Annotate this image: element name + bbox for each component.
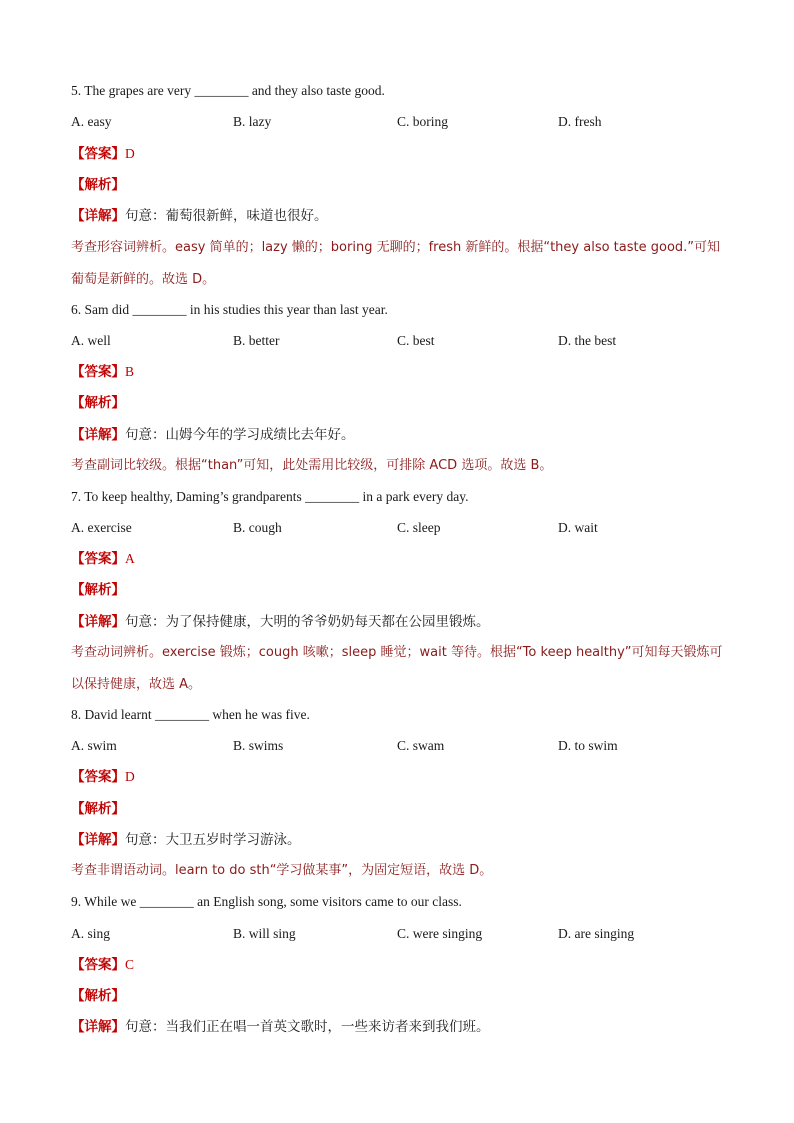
option-d: D. wait [558, 520, 598, 535]
option-a: A. well [71, 333, 111, 348]
option-d: D. the best [558, 333, 617, 348]
option-d: D. to swim [558, 738, 618, 753]
option-d: D. are singing [558, 926, 635, 941]
answer-value: D [125, 769, 135, 784]
option-c: C. best [397, 333, 435, 348]
detail-label: 【详解】 [71, 614, 125, 630]
question-7-stem: 7. To keep healthy, Daming’s grandparents ________ in a park every day. [71, 489, 469, 504]
analysis-label: 【解析】 [71, 395, 125, 411]
answer-label: 【答案】 [71, 957, 125, 973]
question-9-stem: 9. While we ________ an English song, some visitors came to our class. [71, 894, 462, 909]
question-7-options [71, 518, 711, 538]
option-c: C. boring [397, 114, 449, 129]
detail-label: 【详解】 [71, 1019, 125, 1035]
sentence-meaning: 句意：葡萄很新鲜，味道也很好。 [125, 208, 328, 224]
option-c: C. swam [397, 738, 445, 753]
question-8-stem: 8. David learnt ________ when he was five. [71, 707, 310, 722]
question-8-detail [71, 830, 301, 851]
option-c: C. sleep [397, 520, 441, 535]
question-6-detail [71, 425, 355, 446]
question-9-options [71, 924, 711, 944]
question-8-answer [71, 767, 135, 788]
option-b: B. lazy [233, 114, 272, 129]
detail-label: 【详解】 [71, 427, 125, 443]
option-a: A. swim [71, 738, 117, 753]
analysis-label: 【解析】 [71, 177, 125, 193]
question-9-detail [71, 1017, 490, 1038]
sentence-meaning: 句意：山姆今年的学习成绩比去年好。 [125, 427, 355, 443]
analysis-label: 【解析】 [71, 801, 125, 817]
answer-value: D [125, 146, 135, 161]
question-6-analysis [71, 393, 125, 414]
option-b: B. swims [233, 738, 284, 753]
option-a: A. easy [71, 114, 112, 129]
question-5-detail [71, 206, 328, 227]
detail-label: 【详解】 [71, 832, 125, 848]
question-7-analysis [71, 580, 125, 601]
question-6-explanation: 考查副词比较级。根据“than”可知，此处需用比较级，可排除 ACD 选项。故选 B。 [71, 458, 553, 473]
option-d: D. fresh [558, 114, 602, 129]
option-b: B. cough [233, 520, 282, 535]
answer-value: C [125, 957, 135, 972]
sentence-meaning: 句意：为了保持健康，大明的爷爷奶奶每天都在公园里锻炼。 [125, 614, 490, 630]
sentence-meaning: 句意：大卫五岁时学习游泳。 [125, 832, 301, 848]
sentence-meaning: 句意：当我们正在唱一首英文歌时，一些来访者来到我们班。 [125, 1019, 490, 1035]
question-6-stem: 6. Sam did ________ in his studies this year than last year. [71, 302, 388, 317]
question-5-stem: 5. The grapes are very ________ and they also taste good. [71, 83, 385, 98]
answer-value: A [125, 551, 135, 566]
question-6-answer [71, 362, 134, 383]
question-5-analysis [71, 175, 125, 196]
question-8-analysis [71, 799, 125, 820]
answer-label: 【答案】 [71, 146, 125, 162]
question-5-explanation: 考查形容词辨析。easy 简单的；lazy 懒的；boring 无聊的；fresh 新鲜的。根据“they also taste good.”可知葡萄是新鲜的。故选 D。 [71, 240, 721, 287]
question-8-explanation: 考查非谓语动词。learn to do sth“学习做某事”，为固定短语，故选 D。 [71, 863, 493, 878]
question-5-options [71, 112, 711, 132]
question-7-detail [71, 612, 490, 633]
option-c: C. were singing [397, 926, 483, 941]
option-a: A. exercise [71, 520, 132, 535]
question-9-answer [71, 955, 134, 976]
question-7-answer [71, 549, 135, 570]
answer-label: 【答案】 [71, 551, 125, 567]
question-8-options [71, 736, 711, 756]
analysis-label: 【解析】 [71, 582, 125, 598]
answer-label: 【答案】 [71, 769, 125, 785]
question-7-explanation: 考查动词辨析。exercise 锻炼；cough 咳嗽；sleep 睡觉；wait 等待。根据“To keep healthy”可知每天锻炼可以保持健康，故选 A。 [71, 645, 723, 692]
option-b: B. will sing [233, 926, 296, 941]
option-b: B. better [233, 333, 280, 348]
answer-value: B [125, 364, 135, 379]
question-6-options [71, 331, 711, 351]
answer-label: 【答案】 [71, 364, 125, 380]
question-5-answer [71, 144, 135, 165]
detail-label: 【详解】 [71, 208, 125, 224]
option-a: A. sing [71, 926, 111, 941]
analysis-label: 【解析】 [71, 988, 125, 1004]
question-9-analysis [71, 986, 125, 1007]
